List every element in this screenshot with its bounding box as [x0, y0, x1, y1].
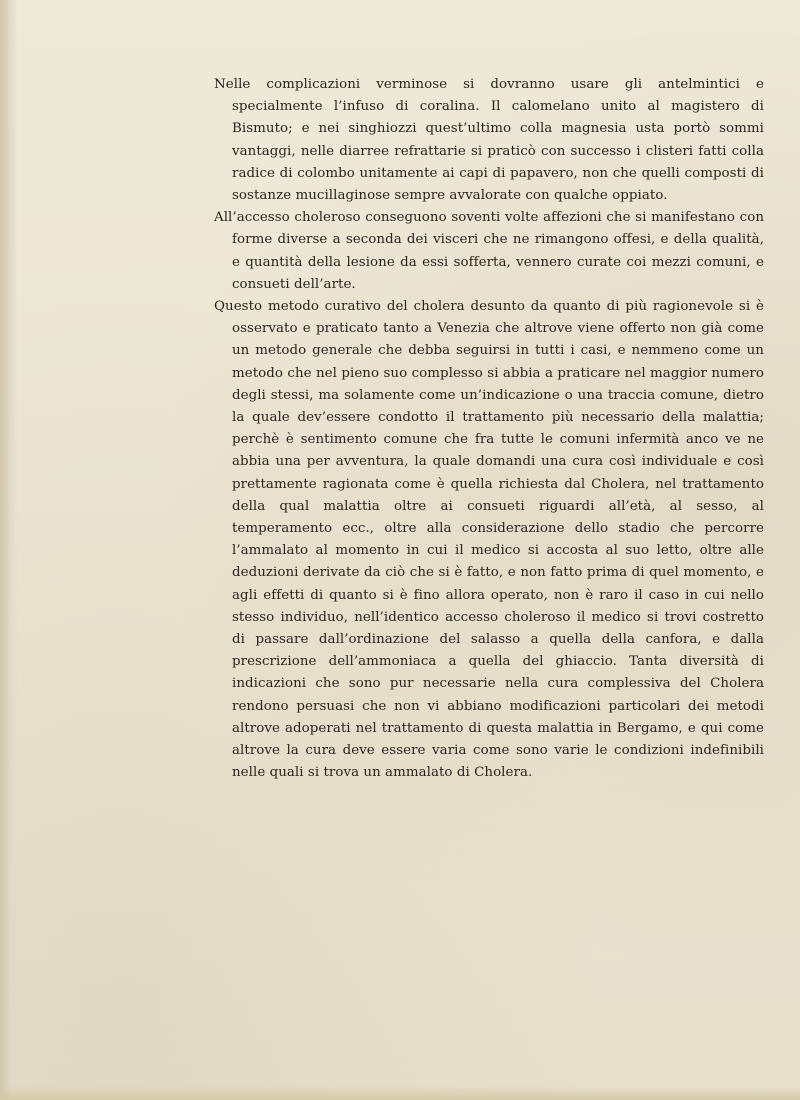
paragraph-verminose-complications: Nelle complicazioni verminose si dovranno usare gli antelmintici e specialmente l’infuso di coralina. Il calomelano unito al magistero di Bismuto; e nei singhiozzi quest’ultimo colla magnesia usta portò sommi vantaggi, nelle diarree refrattarie si praticò con successo i clisteri fatti colla radice di colombo unitamente ai capi di papavero, non che quelli composti di sostanze mucillaginose sempre avvalorate con qualche oppiato. [214, 77, 764, 204]
paragraph-curative-method: Questo metodo curativo del cholera desunto da quanto di più ragionevole si è osservato e praticato tanto a Venezia che altrove viene offerto non già come un metodo generale che debba seguirsi in tutti i casi, e nemmeno come un metodo che nel pieno suo complesso si abbia a praticare nel maggior numero degli stessi, ma solamente come un’indicazione o una traccia comune, dietro la quale dev’essere condotto il trattamento più necessario della malattia; perchè è sentimento comune che fra tutte le comuni infermità anco ve ne abbia una per avventura, la quale domandi una cura così individuale e così prettamente ragionata come è quella richiesta dal Cholera, nel trattamento della qual malattia oltre ai consueti riguardi all’età, al sesso, al temperamento ecc., oltre alla considerazione dello stadio che percorre l’ammalato al momento in cui il medico si accosta al suo letto, oltre alle deduzioni derivate da ciò che si è fatto, e non fatto prima di quel momento, e agli effetti di quanto si è fino allora operato, non è raro il caso in cui nello stesso individuo, nell’identico accesso choleroso il medico si trovi costretto di passare dall’ordinazione del salasso a quella della canfora, e dalla prescrizione dell’ammoniaca a quella del ghiaccio. Tanta diversità di indicazioni che sono pur necessarie nella cura complessiva del Cholera rendono persuasi che non vi abbiano modificazioni particolari dei metodi altrove adoperati nel trattamento di questa malattia in Bergamo, e qui come altrove la cura deve essere varia come sono varie le condizioni indefinibili nelle quali si trova un ammalato di Cholera. [214, 299, 764, 781]
page-bottom-edge-shadow [0, 1086, 800, 1100]
body-text-block [214, 74, 764, 785]
paragraph-choleric-access: All’accesso choleroso conseguono soventi volte affezioni che si manifestano con forme diverse a seconda dei visceri che ne rimangono offesi, e della qualità, e quantità della lesione da essi sofferta, vennero curate coi mezzi comuni, e consueti dell’arte. [214, 210, 764, 292]
page-left-edge-shadow [0, 0, 18, 1100]
